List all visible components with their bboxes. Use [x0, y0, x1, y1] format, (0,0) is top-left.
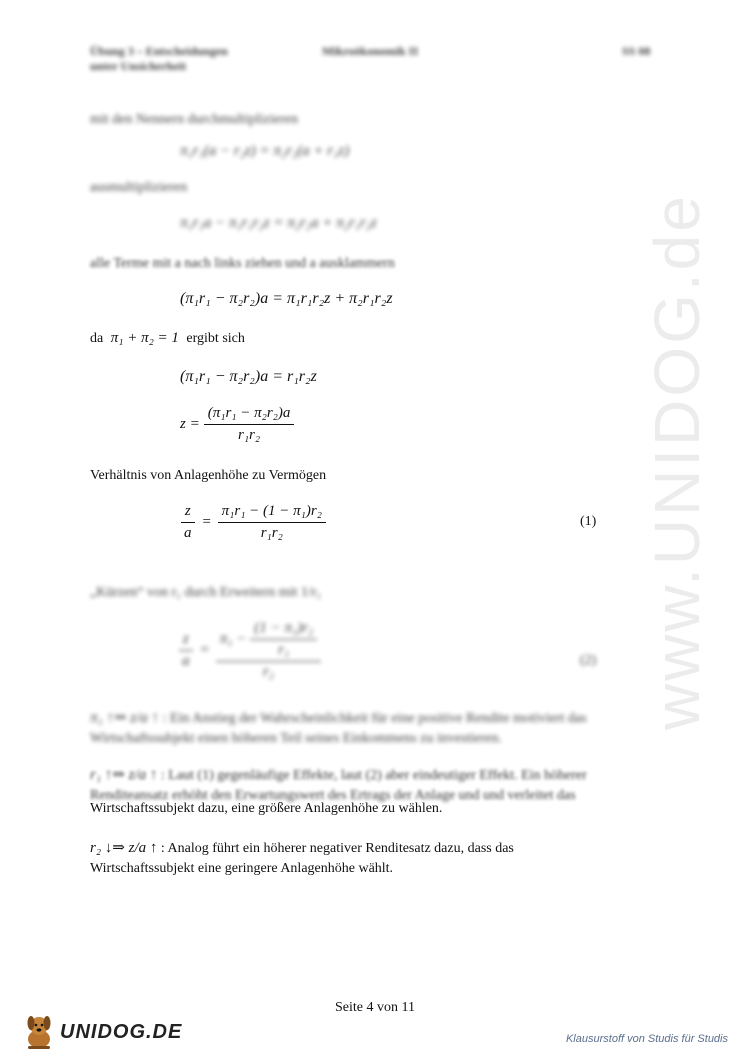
equation-6-label: (1) — [580, 514, 597, 529]
equation-5-fraction — [204, 405, 295, 444]
paragraph-3-line2: Wirtschaftssubjekt eine geringere Anlagenhöhe wählt. — [90, 861, 394, 876]
equation-6-lhs-num: z — [181, 503, 195, 523]
equation-6-lhs-den: a — [184, 525, 192, 541]
equation-6 — [180, 503, 326, 542]
watermark: www.UNIDOG.de — [641, 193, 713, 730]
equation-6-lhs — [180, 503, 196, 542]
equation-6-rhs-num: π₁r₁ − (1 − π₁)r₂ — [218, 503, 326, 523]
equation-5-denominator: r₁r₂ — [238, 427, 261, 443]
dog-icon — [22, 1013, 56, 1051]
equation-5-numerator: (π₁r₁ − π₂r₂)a — [204, 405, 295, 425]
paragraph-2-line2: Renditeansatz erhöht den Erwartungswert des Ertrags der Anlage und und verleitet das — [90, 788, 576, 803]
footer-note: Klausurstoff von Studis für Studis — [565, 1033, 728, 1045]
text-line-4-prefix: da — [90, 331, 104, 346]
equation-2: π₁r₁a − π₁r₁r₂z = π₂r₂a + π₂r₁r₂z — [180, 215, 377, 231]
paragraph-1 — [90, 708, 650, 749]
paragraph-3-text: : Analog führt ein höherer negativer Renditesatz dazu, dass das — [160, 841, 514, 856]
equation-1: π₁r₁(a − r₂z) = π₂r₂(a + r₁z) — [180, 143, 350, 159]
paragraph-1-text: : Ein Anstieg der Wahrscheinlichkeit für eine positive Rendite motiviert das — [162, 711, 587, 726]
equation-7-eq: = — [199, 642, 210, 658]
paragraph-2-line3: Wirtschaftssubjekt dazu, eine größere Anlagenhöhe zu wählen. — [90, 801, 443, 816]
text-line-4-suffix: ergibt sich — [186, 331, 245, 346]
equation-5 — [180, 405, 294, 444]
text-line-1: mit den Nennern durchmultiplizieren — [90, 112, 298, 127]
equation-3: (π₁r₁ − π₂r₂)a = π₁r₁r₂z + π₂r₁r₂z — [180, 290, 393, 307]
paragraph-2-blurred — [90, 765, 650, 806]
equation-6-rhs-den: r₁r₂ — [260, 525, 283, 541]
equation-7-label: (2) — [580, 653, 597, 668]
text-line-4-math: π₁ + π₂ = 1 — [110, 330, 179, 346]
text-line-3: alle Terme mit a nach links ziehen und a ausklammern — [90, 256, 395, 271]
paragraph-2-math: r₁ ↑⇒ z/a ↑ — [90, 767, 158, 783]
paragraph-3-math: r₂ ↓⇒ z/a ↑ — [90, 840, 158, 856]
logo-text: UNIDOG.DE — [60, 1020, 183, 1043]
header-left-line1: Übung 3 – Entscheidungen — [90, 44, 228, 58]
equation-7-inner-den: r₁ — [278, 642, 290, 658]
header-center: Mikroökonomik II — [322, 44, 419, 58]
equation-7-rhs-den: r₂ — [262, 664, 274, 680]
equation-7-inner-num: (1 − π₁)r₂ — [250, 620, 317, 640]
header-right: SS 08 — [622, 44, 651, 58]
equation-7-rhs — [216, 620, 322, 681]
text-line-5: Verhältnis von Anlagenhöhe zu Vermögen — [90, 468, 327, 483]
equation-7-lhs — [178, 631, 194, 670]
equation-7-rhs-num — [216, 620, 322, 662]
text-line-4 — [90, 330, 245, 347]
equation-6-rhs — [218, 503, 326, 542]
equation-7-lhs-den: a — [182, 653, 190, 669]
equation-6-eq: = — [201, 514, 212, 530]
equation-4: (π₁r₁ − π₂r₂)a = r₁r₂z — [180, 368, 317, 385]
paragraph-3 — [90, 838, 650, 879]
equation-7-num-a: π₁ − — [219, 631, 247, 647]
paragraph-1-math: π₁ ↑⇒ z/a ↑ — [90, 710, 160, 726]
paragraph-1-line2: Wirtschaftssubjekt einen höheren Teil seines Einkommens zu investieren. — [90, 731, 502, 746]
text-line-2: ausmultiplizieren — [90, 180, 188, 195]
footer-logo — [22, 1013, 182, 1051]
text-line-6: „Kürzen“ von r₁ durch Erweitern mit 1/r₁ — [90, 585, 322, 600]
header-left-line2: unter Unsicherheit — [90, 59, 187, 73]
header-left — [90, 44, 228, 74]
paragraph-2-text: : Laut (1) gegenläufige Effekte, laut (2) aber eindeutiger Effekt. Ein höherer — [160, 768, 587, 783]
equation-7 — [178, 620, 321, 681]
equation-7-lhs-num: z — [179, 631, 193, 651]
equation-5-lhs: z = — [180, 416, 200, 432]
page-number: Seite 4 von 11 — [335, 1000, 415, 1015]
equation-7-inner-fraction — [250, 620, 317, 659]
